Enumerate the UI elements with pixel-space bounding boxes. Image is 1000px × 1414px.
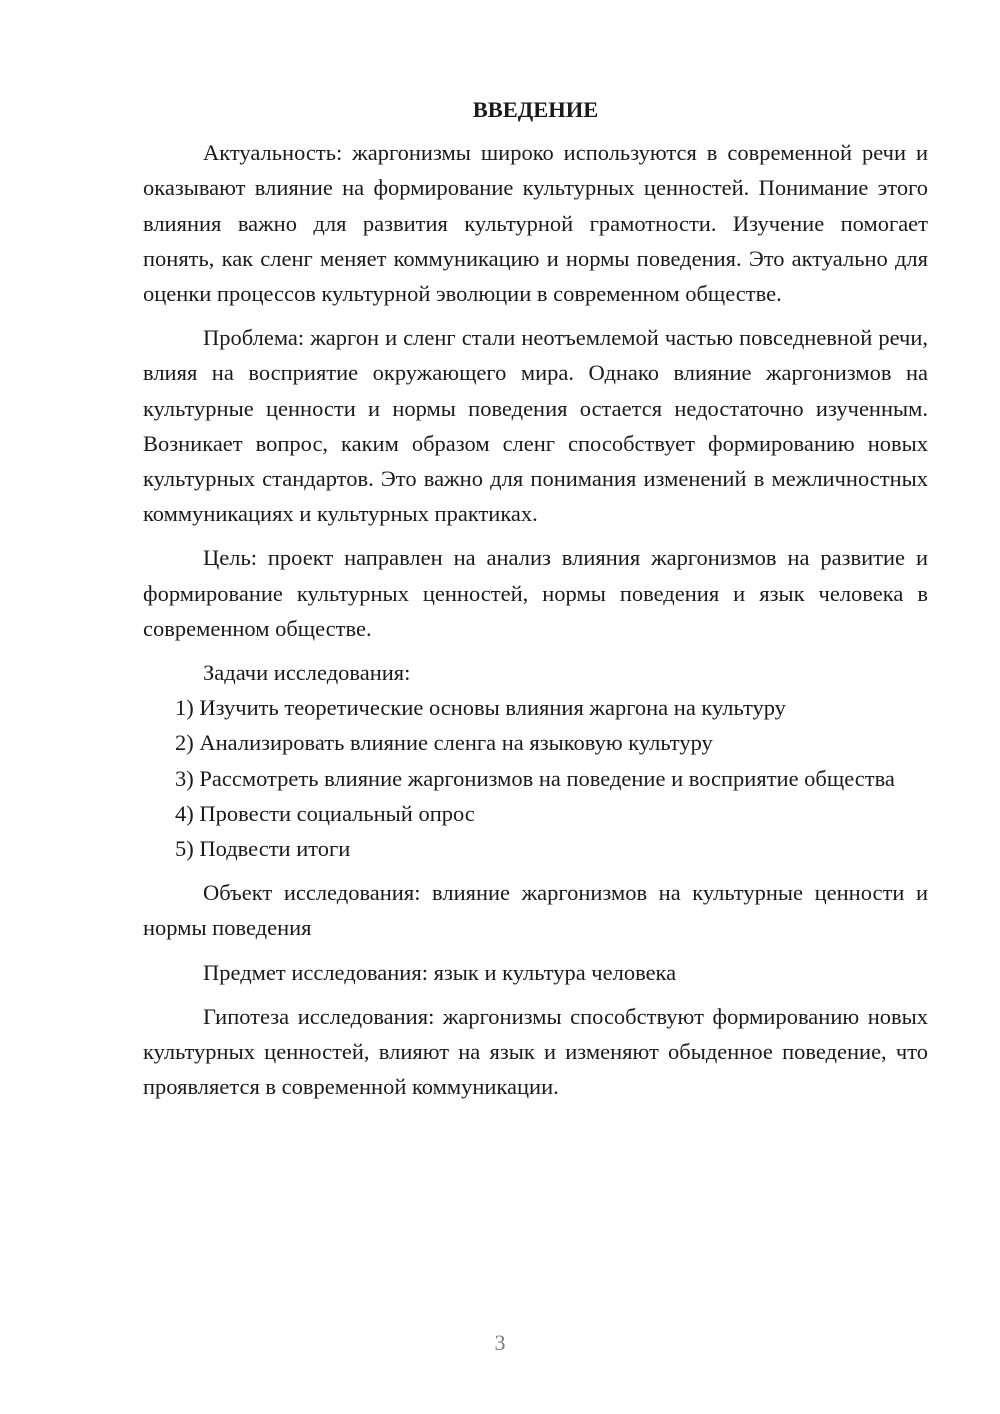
task-item-1: 1) Изучить теоретические основы влияния жаргона на культуру bbox=[175, 695, 786, 721]
task-item-4: 4) Провести социальный опрос bbox=[175, 800, 475, 826]
subject-paragraph: Предмет исследования: язык и культура человека bbox=[203, 959, 677, 985]
relevance-paragraph: Актуальность: жаргонизмы широко используются в современной речи и оказывают влияние на формирование культурных ценностей. Понимание этого влияния важно для развития культурной грамотности. Изучение помогает понять, как сленг меняет коммуникацию и нормы поведения. Это актуально для оценки процессов культурной эволюции в современном обществе. bbox=[143, 140, 928, 307]
problem-paragraph: Проблема: жаргон и сленг стали неотъемлемой частью повседневной речи, влияя на восприятие окружающего мира. Однако влияние жаргонизмов на культурные ценности и нормы поведения остается недостаточно изученным. Возникает вопрос, каким образом сленг способствует формированию новых культурных стандартов. Это важно для понимания изменений в межличностных коммуникациях и культурных практиках. bbox=[143, 325, 928, 527]
tasks-heading: Задачи исследования: bbox=[203, 660, 411, 686]
task-item-2: 2) Анализировать влияние сленга на языковую культуру bbox=[175, 730, 713, 756]
task-item-3: 3) Рассмотреть влияние жаргонизмов на поведение и восприятие общества bbox=[175, 765, 895, 791]
page-number: 3 bbox=[494, 1330, 506, 1355]
page-body bbox=[143, 92, 928, 1104]
hypothesis-paragraph: Гипотеза исследования: жаргонизмы способствуют формированию новых культурных ценностей, влияют на язык и изменяют обыденное поведение, что проявляется в современной коммуникации. bbox=[143, 1003, 928, 1100]
task-item-5: 5) Подвести итоги bbox=[175, 836, 351, 862]
section-heading: ВВЕДЕНИЕ bbox=[472, 97, 599, 122]
goal-paragraph: Цель: проект направлен на анализ влияния жаргонизмов на развитие и формирование культурных ценностей, нормы поведения и язык человека в современном обществе. bbox=[143, 545, 928, 641]
object-paragraph: Объект исследования: влияние жаргонизмов на культурные ценности и нормы поведения bbox=[143, 880, 928, 941]
